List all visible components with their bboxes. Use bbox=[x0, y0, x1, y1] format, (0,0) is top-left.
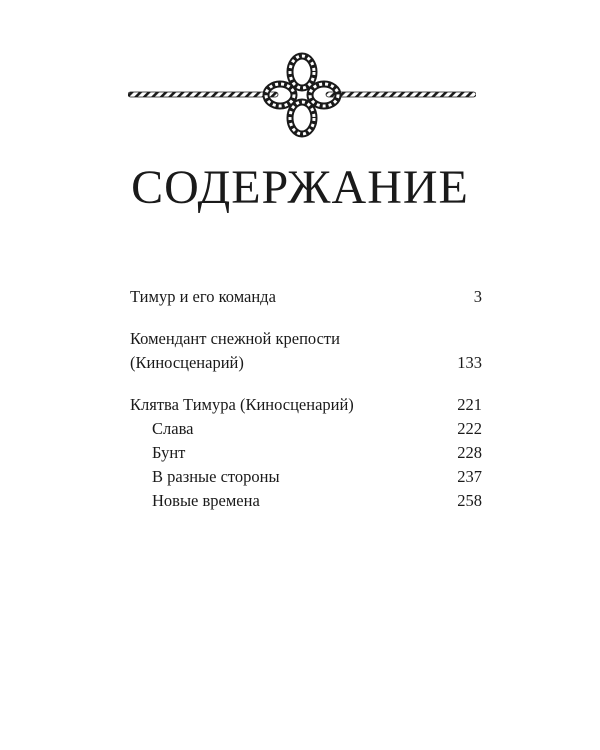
toc-entry-page: 228 bbox=[457, 443, 482, 462]
toc-entry-title: Бунт bbox=[152, 443, 186, 462]
toc-entry-page: 237 bbox=[457, 467, 482, 486]
toc-entry-page: 221 bbox=[457, 395, 482, 414]
table-of-contents bbox=[130, 285, 482, 513]
toc-entry-title: В разные стороны bbox=[152, 467, 280, 486]
toc-entry-timur[interactable] bbox=[130, 285, 482, 309]
toc-entry-title: Слава bbox=[152, 419, 194, 438]
toc-entry-title: Тимур и его команда bbox=[130, 287, 276, 306]
toc-entry-komendant[interactable] bbox=[130, 327, 482, 375]
rope-knot-ornament-icon bbox=[128, 52, 476, 138]
toc-entry-title-line2: (Киносценарий) bbox=[130, 353, 244, 372]
toc-entry-page: 3 bbox=[473, 287, 482, 306]
toc-entry-raznye-storony[interactable] bbox=[130, 465, 482, 489]
toc-entry-slava[interactable] bbox=[130, 417, 482, 441]
toc-entry-page: 222 bbox=[457, 419, 482, 438]
toc-entry-title: Клятва Тимура (Киносценарий) bbox=[130, 395, 354, 414]
toc-entry-title bbox=[130, 327, 446, 375]
page-title: СОДЕРЖАНИЕ bbox=[131, 161, 469, 214]
toc-entry-klyatva[interactable] bbox=[130, 393, 482, 417]
toc-entry-bunt[interactable] bbox=[130, 441, 482, 465]
toc-entry-page: 258 bbox=[457, 491, 482, 510]
toc-entry-title: Новые времена bbox=[152, 491, 260, 510]
toc-entry-title-line1: Комендант снежной крепости bbox=[130, 329, 340, 348]
toc-entry-novye-vremena[interactable] bbox=[130, 489, 482, 513]
toc-entry-page: 133 bbox=[457, 353, 482, 372]
